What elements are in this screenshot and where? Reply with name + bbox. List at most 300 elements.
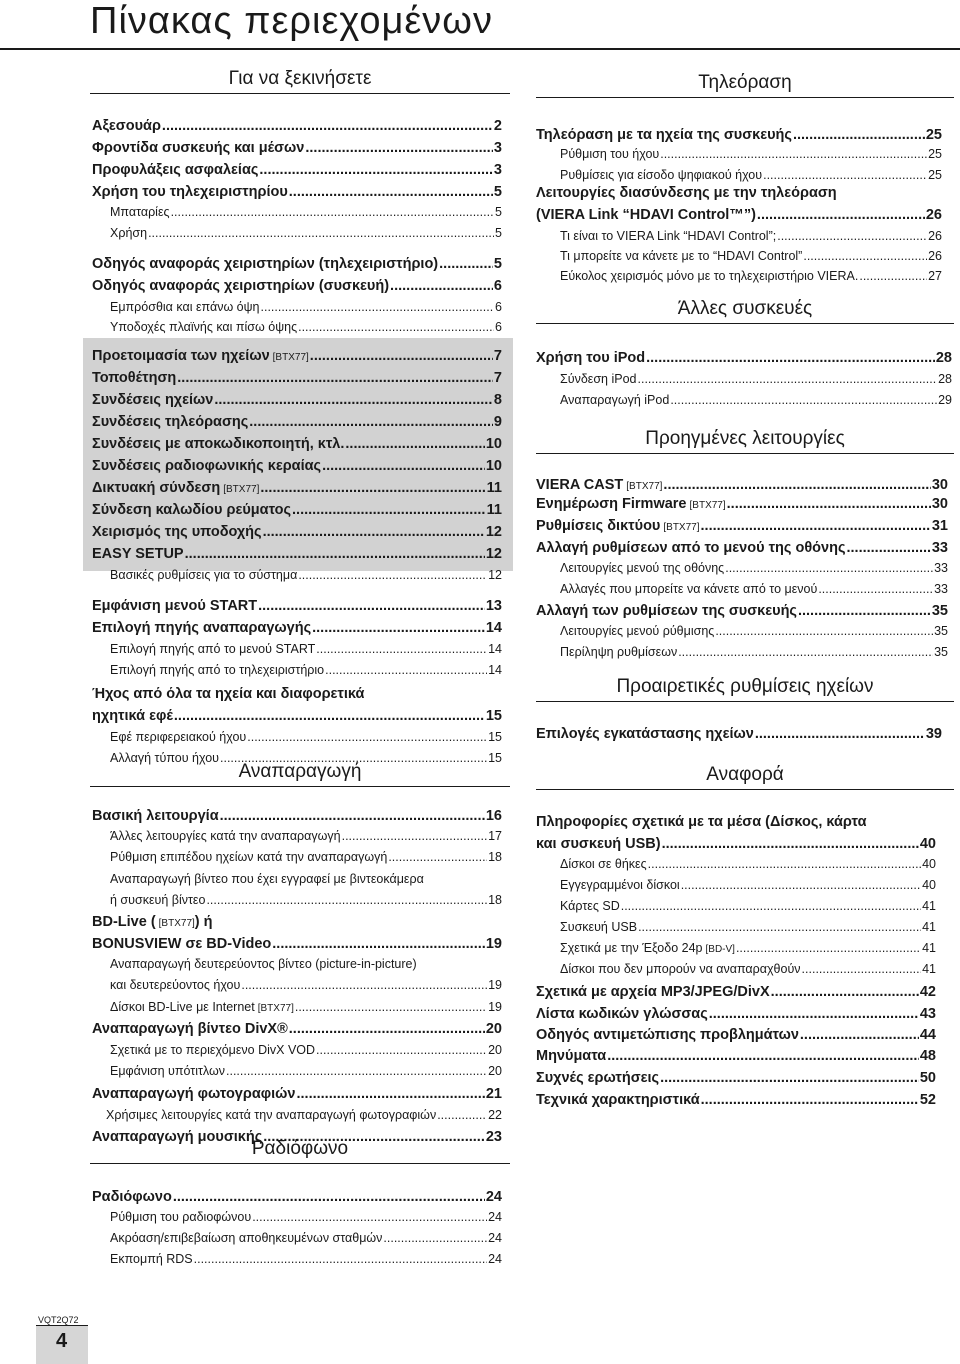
toc-entry-page: 5 [493,184,502,200]
toc-entry[interactable] [536,1048,936,1064]
toc-entry-page: 3 [493,140,502,156]
toc-entry-title: Τηλεόραση με τα ηχεία της συσκευής [536,127,792,143]
toc-entry-title: Λειτουργίες μενού της οθόνης [560,561,725,575]
toc-entry[interactable] [560,249,942,263]
dot-leader [803,249,927,263]
dot-leader [388,850,487,864]
toc-entry-page: 26 [925,207,942,223]
toc-entry[interactable] [110,663,502,677]
toc-entry[interactable] [92,524,502,540]
toc-entry-title: VIERA CAST [536,477,624,493]
toc-entry-title: Ακρόαση/επιβεβαίωση αποθηκευμένων σταθμών [110,1231,383,1245]
toc-entry[interactable] [110,751,502,765]
dot-leader [771,984,919,1000]
toc-entry-page: 17 [488,829,502,843]
toc-entry-title: Εκπομπή RDS [110,1252,193,1266]
toc-entry[interactable] [110,850,502,864]
toc-entry[interactable] [92,370,502,386]
toc-entry-title: Αναπαραγωγή μουσικής [92,1129,263,1145]
toc-entry-page: 41 [922,899,936,913]
toc-entry[interactable] [536,518,948,534]
toc-entry[interactable] [92,1086,502,1102]
section-heading-advanced: Προηγμένες λειτουργίες [536,424,954,454]
dot-leader [220,751,487,765]
toc-entry[interactable] [110,978,502,992]
dot-leader [638,372,938,386]
toc-entry-title: Εφέ περιφερειακού ήχου [110,730,247,744]
toc-entry-title: Σύνδεση iPod [560,372,637,386]
toc-entry-title: (VIERA Link “HDAVI Control™”) [536,207,756,223]
toc-entry-title: BONUSVIEW σε BD-Video [92,936,272,952]
toc-entry-title: ηχητικά εφέ [92,708,173,724]
toc-entry-page: 21 [485,1086,502,1102]
toc-entry[interactable] [92,708,502,724]
toc-entry-page: 10 [485,436,502,452]
dot-leader [316,642,487,656]
dot-leader [310,348,493,364]
toc-entry[interactable] [110,568,502,582]
dot-leader [345,436,484,452]
toc-entry-page: 25 [928,168,942,182]
dot-leader [736,941,921,955]
toc-entry-page: 25 [928,147,942,161]
toc-entry-title: Αλλαγή ρυθμίσεων από το μενού της οθόνης [536,540,846,556]
dot-leader [678,645,933,659]
toc-entry-page: 16 [485,808,502,824]
toc-entry[interactable] [92,620,502,636]
toc-entry[interactable] [92,1189,502,1205]
dot-leader [214,392,493,408]
toc-entry[interactable] [92,162,502,178]
toc-entry[interactable] [110,205,502,219]
toc-entry-title: Σχετικά με την Έξοδο 24p [560,941,703,955]
toc-entry-title: Μπαταρίες [110,205,170,219]
toc-entry-title: Συνδέσεις τηλεόρασης [92,414,249,430]
toc-entry-title: Τοποθέτηση [92,370,177,386]
dot-leader [798,603,931,619]
toc-entry-title: Συνδέσεις με αποκωδικοποιητή, κτλ. [92,436,345,452]
dot-leader [261,300,495,314]
toc-entry-title: Συνδέσεις ραδιοφωνικής κεραίας [92,458,322,474]
toc-entry[interactable] [536,1027,936,1043]
toc-entry-page: 14 [488,663,502,677]
toc-entry[interactable] [92,140,502,156]
toc-entry-page: 6 [495,320,502,334]
dot-leader [263,1129,485,1145]
toc-entry-title: Αναπαραγωγή βίντεο που έχει εγγραφεί με βιντεοκάμερα [110,872,424,886]
toc-entry-title: Εύκολος χειρισμός μόνο με το τηλεχειριστήριο VIERA. [560,269,859,283]
toc-entry-page: 42 [919,984,936,1000]
toc-entry-line [110,872,424,886]
toc-entry[interactable] [92,458,502,474]
toc-entry-page: 20 [488,1043,502,1057]
toc-entry-page: 40 [919,836,936,852]
toc-entry[interactable] [92,1021,502,1037]
toc-entry-title: Οδηγός αντιμετώπισης προβλημάτων [536,1027,799,1043]
toc-entry-page: 40 [922,878,936,892]
toc-entry-page: 29 [938,393,952,407]
toc-entry-title: Ρυθμίσεις δικτύου [536,518,661,534]
toc-entry[interactable] [536,350,952,366]
toc-entry-page: 28 [935,350,952,366]
toc-entry[interactable] [110,893,502,907]
toc-entry-page: 18 [488,850,502,864]
dot-leader [342,829,488,843]
toc-entry[interactable] [110,829,502,843]
toc-entry-title: Εγγεγραμμένοι δίσκοι [560,878,680,892]
toc-entry-title: Άλλες λειτουργίες κατά την αναπαραγωγή [110,829,341,843]
dot-leader [249,414,493,430]
toc-entry-title: Αξεσουάρ [92,118,161,134]
toc-entry-title: Λειτουργίες διασύνδεσης με την τηλεόραση [536,185,837,201]
section-heading-radio: Ραδιόφωνο [90,1134,510,1164]
toc-entry-page: 35 [934,645,948,659]
dot-leader [174,708,485,724]
toc-entry[interactable] [92,502,502,518]
section-heading-playback: Αναπαραγωγή [90,757,510,787]
toc-entry-page: 2 [493,118,502,134]
toc-entry-page: 19 [485,936,502,952]
dot-leader [818,582,933,596]
toc-entry-page: 11 [486,502,502,518]
page-title: Πίνακας περιεχομένων [90,0,493,42]
toc-entry[interactable] [536,1092,936,1108]
dot-leader [171,205,494,219]
toc-entry-page: 12 [485,524,502,540]
dot-leader [298,320,494,334]
dot-leader [298,568,487,582]
toc-entry-page: 19 [488,978,502,992]
toc-entry-line [92,914,213,930]
dot-leader [177,370,493,386]
toc-entry-page: 6 [495,300,502,314]
toc-entry[interactable] [536,1006,936,1022]
toc-entry-page: 44 [919,1027,936,1043]
toc-entry[interactable] [536,496,948,512]
toc-entry-title: Δίσκοι που δεν μπορούν να αναπαραχθούν [560,962,801,976]
toc-entry-title: Βασική λειτουργία [92,808,219,824]
toc-entry[interactable] [92,184,502,200]
toc-entry-title: Επιλογή πηγής από το μενού START [110,642,316,656]
toc-entry-page: 30 [931,477,948,493]
dot-leader [296,1086,484,1102]
toc-entry-page: 20 [488,1064,502,1078]
toc-entry-page: 23 [485,1129,502,1145]
toc-entry[interactable] [110,320,502,334]
toc-entry-title: Ρυθμίσεις για είσοδο ψηφιακού ήχου [560,168,763,182]
toc-entry[interactable] [92,480,502,496]
toc-entry-title: Συσκευή USB [560,920,638,934]
toc-entry-title: Φροντίδα συσκευής και μέσων [92,140,305,156]
toc-entry-page: 7 [493,370,502,386]
toc-entry-title: Ρύθμιση του ραδιοφώνου [110,1210,252,1224]
toc-entry[interactable] [92,436,502,452]
dot-leader [727,496,931,512]
toc-entry-page: 5 [495,226,502,240]
toc-entry[interactable] [560,878,936,892]
dot-leader [263,524,485,540]
toc-entry-title: Αλλαγή τύπου ήχου [110,751,219,765]
model-tag: [BTX77] [663,522,700,533]
toc-entry-page: 28 [938,372,952,386]
toc-entry[interactable] [110,642,502,656]
dot-leader [226,1064,487,1078]
dot-leader [383,1231,487,1245]
toc-entry-page: 11 [486,480,502,496]
toc-entry-title: Τι μπορείτε να κάνετε με το “HDAVI Control” [560,249,803,263]
dot-leader [709,1006,919,1022]
toc-entry-line [536,185,837,201]
toc-entry[interactable] [560,857,936,871]
toc-entry-page: 35 [931,603,948,619]
toc-entry-page: 15 [488,730,502,744]
toc-entry[interactable] [536,207,942,223]
toc-entry[interactable] [536,836,936,852]
dot-leader [312,620,485,636]
dot-leader [289,1021,485,1037]
toc-entry-title: Πληροφορίες σχετικά με τα μέσα (Δίσκος, κάρτα [536,814,867,830]
toc-entry-page: 52 [919,1092,936,1108]
toc-entry[interactable] [536,1070,936,1086]
dot-leader [701,1092,919,1108]
toc-entry-title: Προφυλάξεις ασφαλείας [92,162,259,178]
dot-leader [390,278,493,294]
toc-entry[interactable] [560,941,936,955]
toc-entry-page: 50 [919,1070,936,1086]
model-tag: [BTX77] [158,918,195,929]
toc-entry[interactable] [92,256,502,272]
toc-entry-page: 24 [488,1231,502,1245]
dot-leader [148,226,494,240]
toc-entry[interactable] [560,229,942,243]
toc-entry-title: Δίσκοι BD-Live με Internet [110,1000,255,1014]
toc-entry[interactable] [92,278,502,294]
toc-entry-page: 5 [495,205,502,219]
toc-entry[interactable] [560,561,948,575]
toc-entry-title: Μηνύματα [536,1048,607,1064]
toc-entry[interactable] [92,348,502,364]
toc-entry-page: 12 [488,568,502,582]
toc-entry-page: 48 [919,1048,936,1064]
toc-entry-title: ή συσκευή βίντεο [110,893,206,907]
toc-entry[interactable] [92,808,502,824]
dot-leader [859,269,927,283]
dot-leader [662,836,919,852]
toc-entry-page: 41 [922,962,936,976]
dot-leader [247,730,487,744]
toc-entry-title: Αναπαραγωγή iPod [560,393,670,407]
section-heading-reference: Αναφορά [536,760,954,790]
toc-entry-title: Ήχος από όλα τα ηχεία και διαφορετικά [92,686,365,702]
section-heading-other-devices: Άλλες συσκευές [536,294,954,324]
toc-entry-line [536,814,866,830]
section-heading-tv: Τηλεόραση [536,68,954,98]
toc-entry[interactable] [110,1210,502,1224]
toc-entry-title: Σχετικά με αρχεία MP3/JPEG/DivX [536,984,770,1000]
toc-entry[interactable] [92,118,502,134]
dot-leader [289,184,493,200]
dot-leader [439,256,493,272]
toc-entry-title: Αλλαγές που μπορείτε να κάνετε από το μενού [560,582,818,596]
toc-entry[interactable] [560,645,948,659]
title-rule [0,48,960,50]
toc-entry-title: Αναπαραγωγή φωτογραφιών [92,1086,296,1102]
toc-entry[interactable] [560,269,942,283]
toc-entry[interactable] [560,899,936,913]
toc-entry[interactable] [110,1231,502,1245]
toc-entry-page: 20 [485,1021,502,1037]
toc-entry[interactable] [560,147,942,161]
toc-entry[interactable] [560,920,936,934]
dot-leader [272,936,485,952]
toc-entry-title: Σχετικά με το περιεχόμενο DivX VOD [110,1043,316,1057]
toc-entry-page: 33 [934,582,948,596]
toc-entry-page: 26 [928,249,942,263]
toc-entry-page: 24 [485,1189,502,1205]
dot-leader [757,207,925,223]
toc-entry-title: Σύνδεση καλωδίου ρεύματος [92,502,292,518]
toc-entry[interactable] [92,936,502,952]
toc-entry-page: 14 [488,642,502,656]
dot-leader [206,893,487,907]
dot-leader [292,502,486,518]
dot-leader [648,857,921,871]
toc-entry[interactable] [560,393,952,407]
toc-entry-page: 7 [493,348,502,364]
dot-leader [621,899,921,913]
toc-entry-line [92,686,364,702]
toc-entry[interactable] [536,540,948,556]
toc-entry[interactable] [536,603,948,619]
toc-entry-title: Αναπαραγωγή δευτερεύοντος βίντεο (picture-in-picture) [110,957,417,971]
toc-entry-page: 33 [931,540,948,556]
dot-leader [173,1189,485,1205]
toc-entry-title: Ρύθμιση του ήχου [560,147,660,161]
dot-leader [646,350,935,366]
toc-entry-page: 25 [925,127,942,143]
toc-entry-page: 35 [934,624,948,638]
dot-leader [663,477,930,493]
toc-entry-page: 41 [922,941,936,955]
toc-entry[interactable] [536,984,936,1000]
toc-entry-page: 40 [922,857,936,871]
toc-entry-title: Τι είναι το VIERA Link “HDAVI Control”; [560,229,777,243]
toc-entry-page: 3 [493,162,502,178]
dot-leader [437,1108,487,1122]
toc-entry-title: Υποδοχές πλαϊνής και πίσω όψης [110,320,298,334]
toc-entry-title: Λειτουργίες μενού ρύθμισης [560,624,715,638]
toc-entry-title: Ενημέρωση Firmware [536,496,687,512]
toc-entry-title: Περίληψη ρυθμίσεων [560,645,678,659]
toc-entry-title: Τεχνικά χαρακτηριστικά [536,1092,700,1108]
toc-entry-title: BD-Live ( [92,914,156,930]
toc-entry[interactable] [536,127,942,143]
toc-entry[interactable] [560,372,952,386]
toc-entry[interactable] [92,414,502,430]
toc-entry-page: 18 [488,893,502,907]
dot-leader [638,920,921,934]
model-tag: [BTX77] [257,1003,294,1014]
toc-entry-title: Εμπρόσθια και επάνω όψη [110,300,260,314]
toc-entry-page: 9 [493,414,502,430]
toc-entry[interactable] [92,392,502,408]
toc-entry-title: Εμφάνιση μενού START [92,598,258,614]
dot-leader [763,168,927,182]
toc-entry-page: 5 [493,256,502,272]
toc-entry-page: 39 [925,726,942,742]
dot-leader [660,1070,919,1086]
dot-leader [755,726,925,742]
toc-entry[interactable] [560,624,948,638]
dot-leader [701,518,931,534]
toc-entry-line [110,957,417,971]
toc-entry-title: Ρύθμιση επιπέδου ηχείων κατά την αναπαραγωγή [110,850,388,864]
toc-entry[interactable] [110,300,502,314]
toc-entry[interactable] [536,477,948,493]
toc-entry-title: Αναπαραγωγή βίντεο DivX® [92,1021,288,1037]
section-heading-optional-speaker: Προαιρετικές ρυθμίσεις ηχείων [536,672,954,702]
toc-entry-title: Χρήση του τηλεχειριστηρίου [92,184,288,200]
toc-entry-page: 13 [485,598,502,614]
toc-entry-page: 30 [931,496,948,512]
dot-leader [162,118,493,134]
dot-leader [295,1000,487,1014]
toc-entry-title: Δικτυακή σύνδεση [92,480,221,496]
toc-entry-title: Οδηγός αναφοράς χειριστηρίων (τηλεχειριστήριο) [92,256,439,272]
toc-entry[interactable] [92,598,502,614]
toc-entry-page: 22 [488,1108,502,1122]
toc-entry-title: Χειρισμός της υποδοχής [92,524,262,540]
toc-entry[interactable] [110,1064,502,1078]
toc-entry[interactable] [110,226,502,240]
toc-entry[interactable] [110,1252,502,1266]
dot-leader [802,962,922,976]
toc-entry[interactable] [560,168,942,182]
dot-leader [325,663,487,677]
toc-entry-page: 19 [488,1000,502,1014]
section-heading-getting-started: Για να ξεκινήσετε [90,64,510,94]
toc-entry[interactable] [536,726,942,742]
toc-entry[interactable] [106,1108,502,1122]
model-tag: [BTX77] [689,500,726,511]
toc-entry-page: 6 [493,278,502,294]
toc-entry-title-tail: ) ή [194,914,213,930]
toc-entry-title: Χρήση του iPod [536,350,646,366]
toc-entry[interactable] [560,962,936,976]
toc-entry[interactable] [110,1000,502,1014]
toc-entry-title: Επιλογή πηγής αναπαραγωγής [92,620,312,636]
dot-leader [316,1043,487,1057]
toc-entry-title: Οδηγός αναφοράς χειριστηρίων (συσκευή) [92,278,390,294]
dot-leader [660,147,927,161]
toc-entry[interactable] [560,582,948,596]
dot-leader [258,598,485,614]
toc-entry[interactable] [92,1129,502,1145]
toc-entry-page: 24 [488,1210,502,1224]
toc-entry-title: Συχνές ερωτήσεις [536,1070,660,1086]
dot-leader [800,1027,919,1043]
dot-leader [777,229,927,243]
toc-entry[interactable] [110,1043,502,1057]
dot-leader [322,458,485,474]
toc-entry[interactable] [92,546,502,562]
dot-leader [725,561,933,575]
toc-entry-title: και συσκευή USB) [536,836,661,852]
toc-entry-title: Λίστα κωδικών γλώσσας [536,1006,708,1022]
toc-entry[interactable] [110,730,502,744]
dot-leader [793,127,925,143]
toc-entry-title: Προετοιμασία των ηχείων [92,348,270,364]
